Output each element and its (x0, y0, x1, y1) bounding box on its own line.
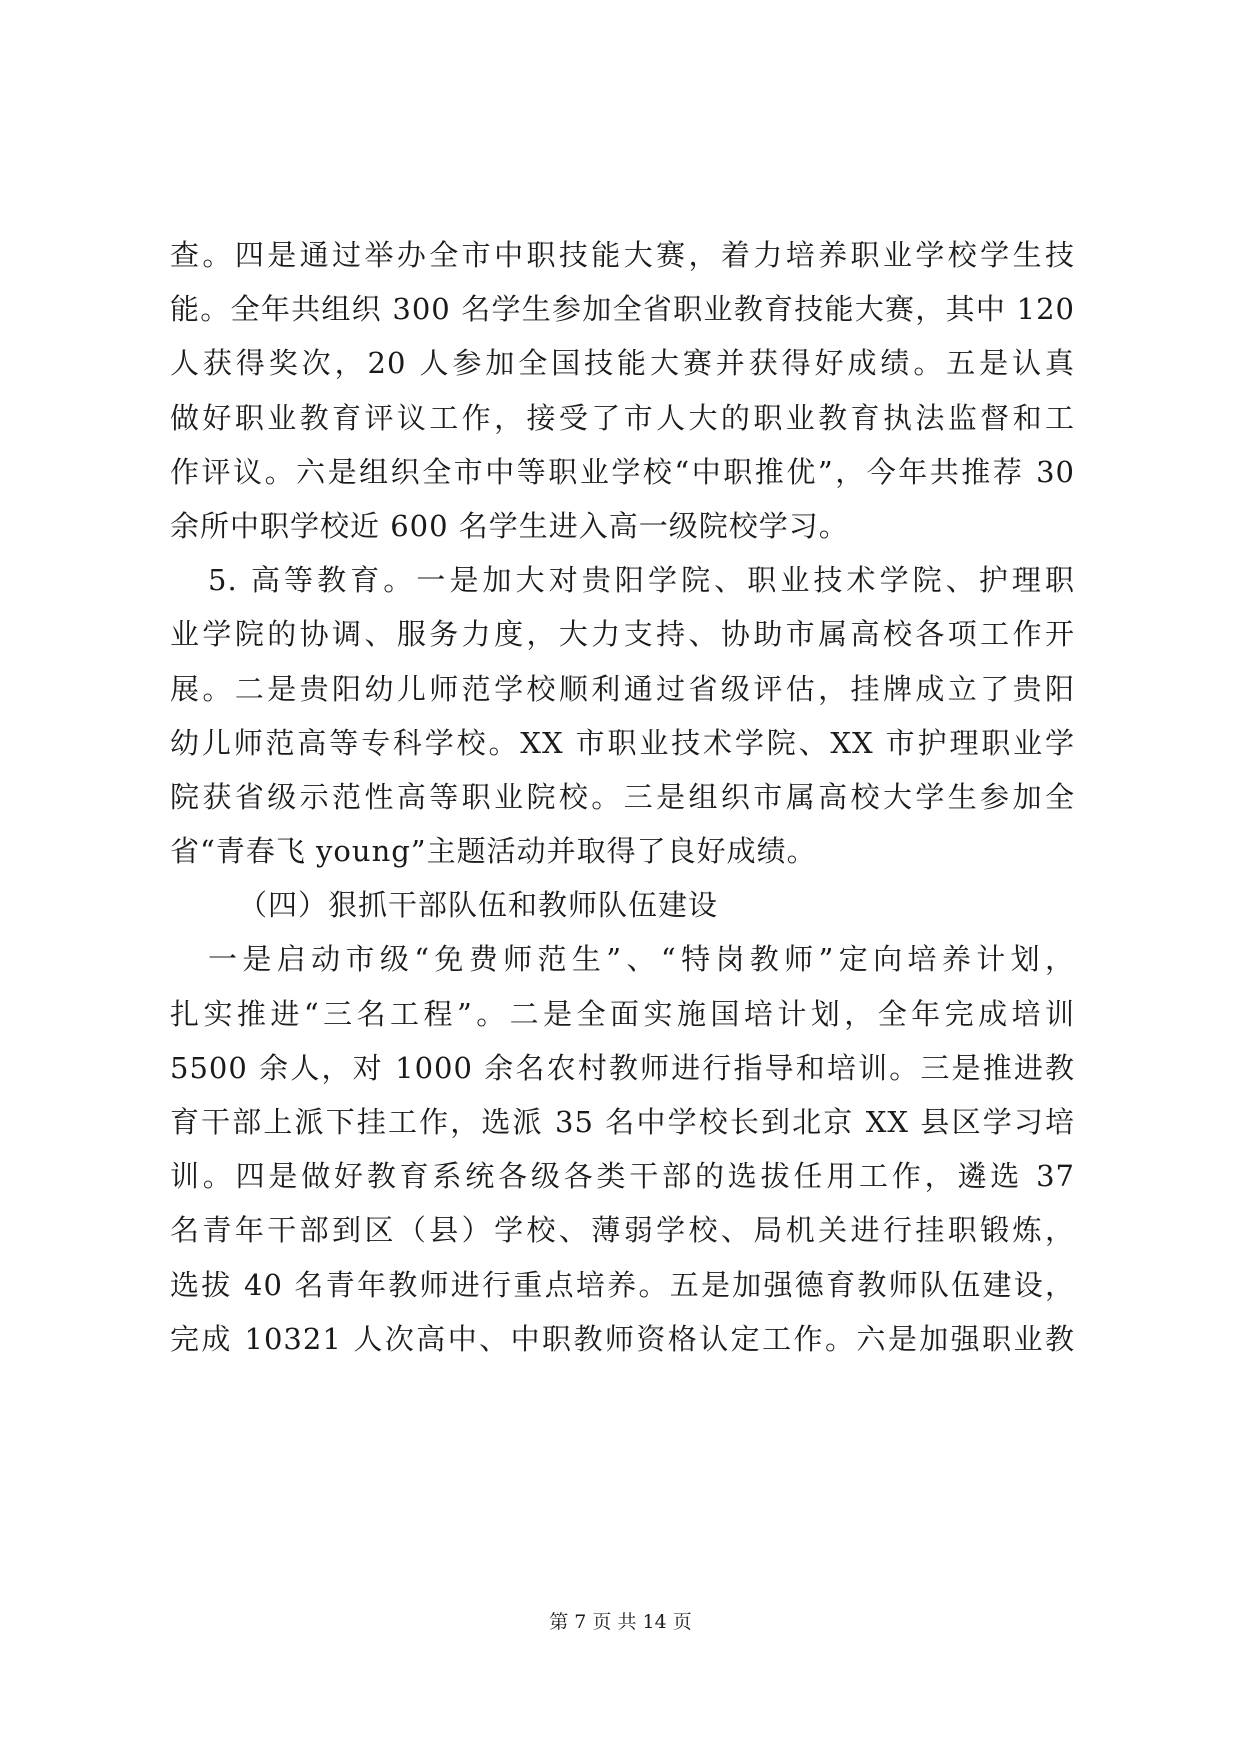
body-line: 省“青春飞 young”主题活动并取得了良好成绩。 (170, 834, 817, 869)
body-line: 幼儿师范高等专科学校。XX 市职业技术学院、XX 市护理职业学 (170, 725, 1075, 760)
body-line: 业学院的协调、服务力度，大力支持、协助市属高校各项工作开 (170, 617, 1075, 652)
body-line: 人获得奖次，20 人参加全国技能大赛并获得好成绩。五是认真 (170, 346, 1075, 381)
body-line: 训。四是做好教育系统各级各类干部的选拔任用工作，遴选 37 (170, 1159, 1075, 1194)
body-line: 展。二是贵阳幼儿师范学校顺利通过省级评估，挂牌成立了贵阳 (170, 671, 1075, 706)
body-line: 名青年干部到区（县）学校、薄弱学校、局机关进行挂职锻炼， (170, 1213, 1075, 1248)
body-line: 院获省级示范性高等职业院校。三是组织市属高校大学生参加全 (170, 779, 1075, 814)
body-line: 作评议。六是组织全市中等职业学校“中职推优”，今年共推荐 30 (170, 454, 1075, 489)
body-line: 育干部上派下挂工作，选派 35 名中学校长到北京 XX 县区学习培 (170, 1105, 1075, 1139)
page-number-footer: 第 7 页 共 14 页 (549, 1611, 692, 1633)
body-line: 查。四是通过举办全市中职技能大赛，着力培养职业学校学生技 (170, 238, 1075, 272)
section-heading-teacher-team: （四）狠抓干部队伍和教师队伍建设 (238, 888, 719, 923)
body-line: 做好职业教育评议工作，接受了市人大的职业教育执法监督和工 (170, 400, 1075, 435)
body-line: 扎实推进“三名工程”。二是全面实施国培计划，全年完成培训 (170, 996, 1075, 1031)
body-line: 完成 10321 人次高中、中职教师资格认定工作。六是加强职业教 (170, 1321, 1075, 1356)
body-line: 余所中职学校近 600 名学生进入高一级院校学习。 (170, 508, 849, 543)
body-line: 选拔 40 名青年教师进行重点培养。五是加强德育教师队伍建设， (170, 1267, 1075, 1302)
document-body (170, 228, 1075, 1366)
body-line: 5500 余人，对 1000 余名农村教师进行指导和培训。三是推进教 (170, 1050, 1075, 1085)
section-heading-higher-education: 5. 高等教育。一是加大对贵阳学院、职业技术学院、护理职 (208, 563, 1075, 598)
body-line: 一是启动市级“免费师范生”、“特岗教师”定向培养计划， (208, 942, 1075, 977)
body-line: 能。全年共组织 300 名学生参加全省职业教育技能大赛，其中 120 (170, 292, 1075, 327)
